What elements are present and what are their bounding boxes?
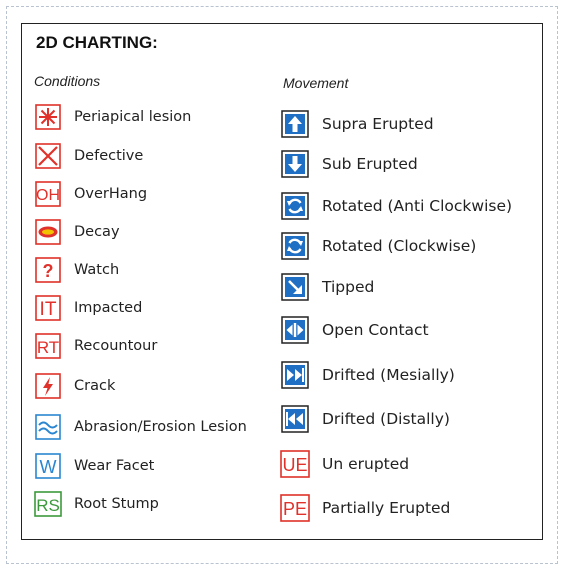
condition-abrasion-erosion xyxy=(34,412,247,442)
page-title: 2D CHARTING: xyxy=(36,33,158,52)
movement-drifted-distally xyxy=(280,404,450,434)
movement-sub-erupted xyxy=(280,149,418,179)
rt-glyph: RT xyxy=(36,338,60,357)
movement-label: Rotated (Anti Clockwise) xyxy=(322,197,513,215)
rotate-clockwise-icon xyxy=(280,231,310,261)
condition-label: OverHang xyxy=(74,186,148,202)
movement-supra-erupted xyxy=(280,109,434,139)
arrow-up-icon xyxy=(280,109,310,139)
double-arrow-icon xyxy=(280,315,310,345)
condition-label: Watch xyxy=(74,262,120,278)
movement-un-erupted xyxy=(280,449,409,479)
rs-glyph: RS xyxy=(36,496,60,515)
movement-label: Sub Erupted xyxy=(322,155,418,173)
double-left-arrow-icon xyxy=(280,404,310,434)
ue-glyph: UE xyxy=(282,455,308,475)
rotate-anticlockwise-icon xyxy=(280,191,310,221)
movement-label: Un erupted xyxy=(322,455,410,473)
double-right-arrow-icon xyxy=(280,360,310,390)
movement-label: Drifted (Mesially) xyxy=(322,366,455,384)
oh-icon xyxy=(34,180,62,208)
condition-impacted xyxy=(34,293,142,323)
movement-label: Partially Erupted xyxy=(322,499,451,517)
rt-icon xyxy=(34,332,62,360)
pe-glyph: PE xyxy=(282,499,308,519)
asterisk-icon xyxy=(34,103,62,131)
condition-label: Defective xyxy=(74,148,144,164)
condition-label: Periapical lesion xyxy=(74,109,192,125)
it-glyph: IT xyxy=(39,299,57,320)
movement-partially-erupted xyxy=(280,493,450,523)
ue-icon xyxy=(280,449,310,479)
movement-label: Tipped xyxy=(322,278,375,296)
condition-recountour xyxy=(34,331,157,361)
w-glyph: W xyxy=(39,457,57,477)
conditions-heading: Conditions xyxy=(34,73,101,89)
condition-label: Root Stump xyxy=(74,496,159,512)
decay-icon xyxy=(34,218,62,246)
waves-icon xyxy=(34,413,62,441)
arrow-down-icon xyxy=(280,149,310,179)
movement-rotated-anticlockwise xyxy=(280,191,512,221)
arrow-diagonal-icon xyxy=(280,272,310,302)
condition-defective xyxy=(34,141,143,171)
movement-tipped xyxy=(280,272,374,302)
w-icon xyxy=(34,452,62,480)
condition-label: Decay xyxy=(74,224,120,240)
question-glyph: ? xyxy=(42,261,54,281)
condition-crack xyxy=(34,371,115,401)
oh-glyph: OH xyxy=(36,187,60,204)
condition-wear-facet xyxy=(34,451,154,481)
condition-decay xyxy=(34,217,120,247)
rs-icon xyxy=(34,490,62,518)
movement-label: Rotated (Clockwise) xyxy=(322,237,477,255)
question-icon xyxy=(34,256,62,284)
movement-drifted-mesially xyxy=(280,360,455,390)
movement-heading: Movement xyxy=(283,75,349,91)
condition-label: Abrasion/Erosion Lesion xyxy=(74,419,247,435)
movement-label: Supra Erupted xyxy=(322,115,434,133)
condition-label: Recountour xyxy=(74,338,158,354)
it-icon xyxy=(34,294,62,322)
condition-root-stump xyxy=(34,489,159,519)
x-mark-icon xyxy=(34,142,62,170)
condition-label: Impacted xyxy=(74,300,143,316)
lightning-icon xyxy=(34,372,62,400)
movement-rotated-clockwise xyxy=(280,231,476,261)
condition-overhang xyxy=(34,179,147,209)
condition-periapical-lesion xyxy=(34,102,191,132)
condition-label: Crack xyxy=(74,378,116,394)
movement-label: Open Contact xyxy=(322,321,429,339)
pe-icon xyxy=(280,493,310,523)
movement-label: Drifted (Distally) xyxy=(322,410,450,428)
condition-label: Wear Facet xyxy=(74,458,155,474)
condition-watch xyxy=(34,255,119,285)
movement-open-contact xyxy=(280,315,429,345)
